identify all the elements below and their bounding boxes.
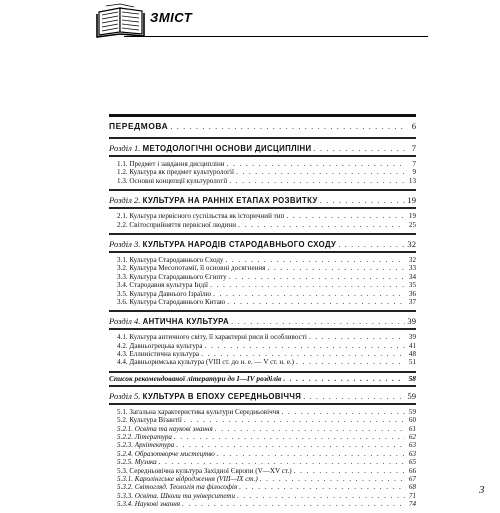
toc-item[interactable] <box>109 467 416 475</box>
toc-subitem[interactable] <box>109 475 416 483</box>
toc-section-title: КУЛЬТУРА НАРОДІВ СТАРОДАВНЬОГО СХОДУ <box>142 239 337 249</box>
toc-divider <box>109 189 416 191</box>
toc-page-number: 63 <box>408 449 416 458</box>
toc-leader <box>213 290 405 298</box>
toc-page-number: 9 <box>412 168 416 177</box>
toc-page-number: 66 <box>408 466 416 475</box>
toc-preface[interactable] <box>109 119 416 133</box>
toc-item-label: 5.3. Середньовічна культура Західної Європи (V—XV ст.) <box>117 466 292 475</box>
toc-item-label: 5.3.3. Освіта. Школи та університети <box>117 491 236 500</box>
toc-item-group <box>109 330 416 371</box>
toc-subitem[interactable] <box>109 425 416 433</box>
toc-page-number: 60 <box>408 416 416 425</box>
toc-leader <box>201 350 405 358</box>
toc-leader <box>227 298 405 306</box>
toc-item[interactable] <box>109 212 416 220</box>
toc-leader <box>309 333 405 341</box>
toc-section-title: ПЕРЕДМОВА <box>109 121 169 131</box>
toc-page-number: 59 <box>407 390 416 401</box>
toc-section-heading[interactable] <box>109 193 416 207</box>
toc-item-group <box>109 405 416 513</box>
toc-item-label: 3.6. Культура Стародавнього Китаю <box>117 297 226 306</box>
toc-item-label: 1.2. Культура як предмет культурології <box>117 168 234 177</box>
toc-leader <box>239 483 405 491</box>
toc-leader <box>236 168 405 176</box>
toc-leader <box>238 221 405 229</box>
toc-leader <box>159 458 405 466</box>
toc-item[interactable] <box>109 350 416 358</box>
toc-leader <box>229 177 405 185</box>
toc-item-label: 4.4. Давньоримська культура (VIII ст. до н. е. — V ст. н. е.) <box>117 358 295 367</box>
toc-section-heading[interactable] <box>109 237 416 251</box>
toc-page-number: 41 <box>408 341 416 350</box>
toc-leader <box>296 358 405 366</box>
toc-page-number: 58 <box>408 373 416 383</box>
toc-item[interactable] <box>109 408 416 416</box>
toc-section-title: КУЛЬТУРА В ЕПОХУ СЕРЕДНЬОВІЧЧЯ <box>142 391 302 401</box>
toc-item[interactable] <box>109 273 416 281</box>
toc-section-5 <box>109 389 416 513</box>
toc-leader <box>314 142 405 155</box>
toc-section-title: КУЛЬТУРА НА РАННІХ ЕТАПАХ РОЗВИТКУ <box>142 196 318 206</box>
toc-leader <box>210 281 405 289</box>
toc-subitem[interactable] <box>109 492 416 500</box>
toc-page-number: 37 <box>408 297 416 306</box>
toc-leader <box>229 273 405 281</box>
toc-leader <box>176 441 405 449</box>
toc-section-label <box>109 193 318 207</box>
toc-section-prefix: Розділ 2. <box>109 195 141 206</box>
toc-leader <box>260 475 405 483</box>
toc-leader <box>225 256 405 264</box>
toc-item-label: 4.2. Давньогрецька культура <box>117 341 203 350</box>
page-title: ЗМІСТ <box>150 10 193 25</box>
toc-subitem[interactable] <box>109 450 416 458</box>
toc-section-prefix: Розділ 3. <box>109 238 141 249</box>
toc-item-label: 3.3. Культура Стародавнього Єгипту <box>117 272 227 281</box>
toc-page-number: 35 <box>408 281 416 290</box>
toc-section-heading[interactable] <box>109 389 416 403</box>
header-rule <box>124 36 428 37</box>
page-header <box>96 2 426 36</box>
toc-page-number: 33 <box>408 264 416 273</box>
toc-page-number: 65 <box>408 458 416 467</box>
toc-page-number: 32 <box>407 238 416 249</box>
toc-item-label: 5.2.1. Освіта та наукові знання <box>117 424 213 433</box>
toc-leader <box>283 373 405 385</box>
toc-item-label: 2.1. Культура первісного суспільства як історичний тип <box>117 212 285 221</box>
toc-item-label: 2.2. Світосприйняття первісної людини <box>117 220 237 229</box>
toc-item-label: 5.2.5. Музика <box>117 458 157 467</box>
toc-section-label <box>109 141 312 155</box>
page-number: 3 <box>479 484 485 496</box>
toc-leader <box>282 408 405 416</box>
table-of-contents <box>109 114 416 513</box>
toc-subitem[interactable] <box>109 433 416 441</box>
toc-leader <box>286 212 405 220</box>
toc-item-group <box>109 157 416 189</box>
toc-page-number: 62 <box>408 433 416 442</box>
toc-leader <box>227 160 405 168</box>
toc-page-number: 34 <box>408 272 416 281</box>
toc-item[interactable] <box>109 358 416 366</box>
toc-page-number: 39 <box>408 333 416 342</box>
toc-item-label: 5.3.1. Каролінгське відродження (VIII—IX ст.) <box>117 474 258 483</box>
toc-leader <box>215 425 405 433</box>
toc-section-prefix: Розділ 5. <box>109 390 141 401</box>
toc-item[interactable] <box>109 221 416 229</box>
toc-page-number: 6 <box>411 121 416 131</box>
toc-page-number: 19 <box>408 212 416 221</box>
toc-page-number: 36 <box>408 289 416 298</box>
toc-divider <box>109 310 416 312</box>
toc-item-label: 4.3. Еллиністична культура <box>117 350 200 359</box>
toc-item-label: 5.3.4. Наукові знання <box>117 500 181 509</box>
toc-section-heading[interactable] <box>109 141 416 155</box>
toc-page-number: 51 <box>408 358 416 367</box>
toc-divider <box>109 137 416 139</box>
toc-subitem[interactable] <box>109 458 416 466</box>
toc-sections <box>109 141 416 373</box>
toc-leader <box>174 433 405 441</box>
toc-section-label <box>109 389 301 403</box>
toc-note-label: Список рекомендованої літератури до I—IV розділів <box>109 373 282 383</box>
toc-page-number: 48 <box>408 350 416 359</box>
toc-item[interactable] <box>109 281 416 289</box>
toc-section-prefix: Розділ 1. <box>109 143 141 153</box>
toc-section-label <box>109 314 229 328</box>
toc-item-label: 5.3.2. Світогляд. Теологія та філософія <box>117 483 238 492</box>
toc-item-group <box>109 209 416 233</box>
toc-page-number: 68 <box>408 483 416 492</box>
toc-leader <box>231 315 405 328</box>
toc-page-number: 39 <box>407 316 416 327</box>
toc-item-label: 3.1. Культура Стародавнього Сходу <box>117 255 224 264</box>
toc-item[interactable] <box>109 416 416 424</box>
toc-page-number: 32 <box>408 255 416 264</box>
toc-page-number: 7 <box>412 160 416 168</box>
toc-item[interactable] <box>109 168 416 176</box>
toc-leader <box>184 416 405 424</box>
toc-item-label: 1.3. Основні концепції культурології <box>117 176 228 185</box>
toc-section-prefix: Розділ 4. <box>109 316 141 327</box>
toc-subitem[interactable] <box>109 483 416 491</box>
toc-leader <box>267 264 405 272</box>
toc-page-number: 67 <box>408 474 416 483</box>
toc-divider <box>109 385 416 387</box>
toc-section-title: МЕТОДОЛОГІЧНІ ОСНОВИ ДИСЦИПЛІНИ <box>142 144 312 153</box>
toc-section-heading[interactable] <box>109 314 416 328</box>
toc-item-label: 5.2.4. Образотворче мистецтво <box>117 449 215 458</box>
toc-item-label: 3.2. Культура Месопотамії, її основні досягнення <box>117 264 266 273</box>
toc-leader <box>237 492 405 500</box>
toc-item[interactable] <box>109 290 416 298</box>
toc-page-number: 71 <box>408 491 416 500</box>
toc-item[interactable] <box>109 298 416 306</box>
toc-literature-note[interactable] <box>109 373 416 385</box>
toc-item-label: 5.2.2. Література <box>117 433 172 442</box>
toc-divider <box>109 233 416 235</box>
toc-item-label: 1.1. Предмет і завдання дисципліни <box>117 160 225 168</box>
toc-divider <box>109 114 416 117</box>
open-book-icon <box>96 2 146 38</box>
toc-leader <box>320 194 405 207</box>
toc-item[interactable] <box>109 342 416 350</box>
toc-page-number: 61 <box>408 424 416 433</box>
toc-item-group <box>109 253 416 310</box>
toc-leader <box>294 467 405 475</box>
toc-item-label: 5.1. Загальна характеристика культури Середньовіччя <box>117 407 280 416</box>
toc-item[interactable] <box>109 160 416 168</box>
toc-item-label: 3.4. Стародавня культура Індії <box>117 281 209 290</box>
toc-item-label: 3.5. Культура Давнього Ізраїлю <box>117 289 212 298</box>
toc-item[interactable] <box>109 256 416 264</box>
toc-leader <box>205 342 405 350</box>
toc-leader <box>170 120 405 133</box>
toc-section-label <box>109 237 336 251</box>
toc-leader <box>182 500 405 508</box>
toc-leader <box>217 450 405 458</box>
toc-page-number: 74 <box>408 500 416 509</box>
toc-page-number: 19 <box>407 195 416 206</box>
toc-page-number: 7 <box>411 143 416 153</box>
toc-page-number: 13 <box>408 176 416 185</box>
toc-page-number: 59 <box>408 407 416 416</box>
toc-page-number: 25 <box>408 220 416 229</box>
toc-item[interactable] <box>109 264 416 272</box>
toc-leader <box>303 390 405 403</box>
toc-item[interactable] <box>109 177 416 185</box>
toc-subitem[interactable] <box>109 441 416 449</box>
toc-leader <box>338 238 405 251</box>
toc-page-number: 63 <box>408 441 416 450</box>
toc-subitem[interactable] <box>109 500 416 508</box>
toc-item[interactable] <box>109 333 416 341</box>
toc-section-title: АНТИЧНА КУЛЬТУРА <box>142 317 230 327</box>
toc-item-label: 5.2.3. Архітектура <box>117 441 175 450</box>
toc-item-label: 5.2. Культура Візантії <box>117 416 182 425</box>
toc-item-label: 4.1. Культура античного світу, її характерні риси й особливості <box>117 333 307 342</box>
